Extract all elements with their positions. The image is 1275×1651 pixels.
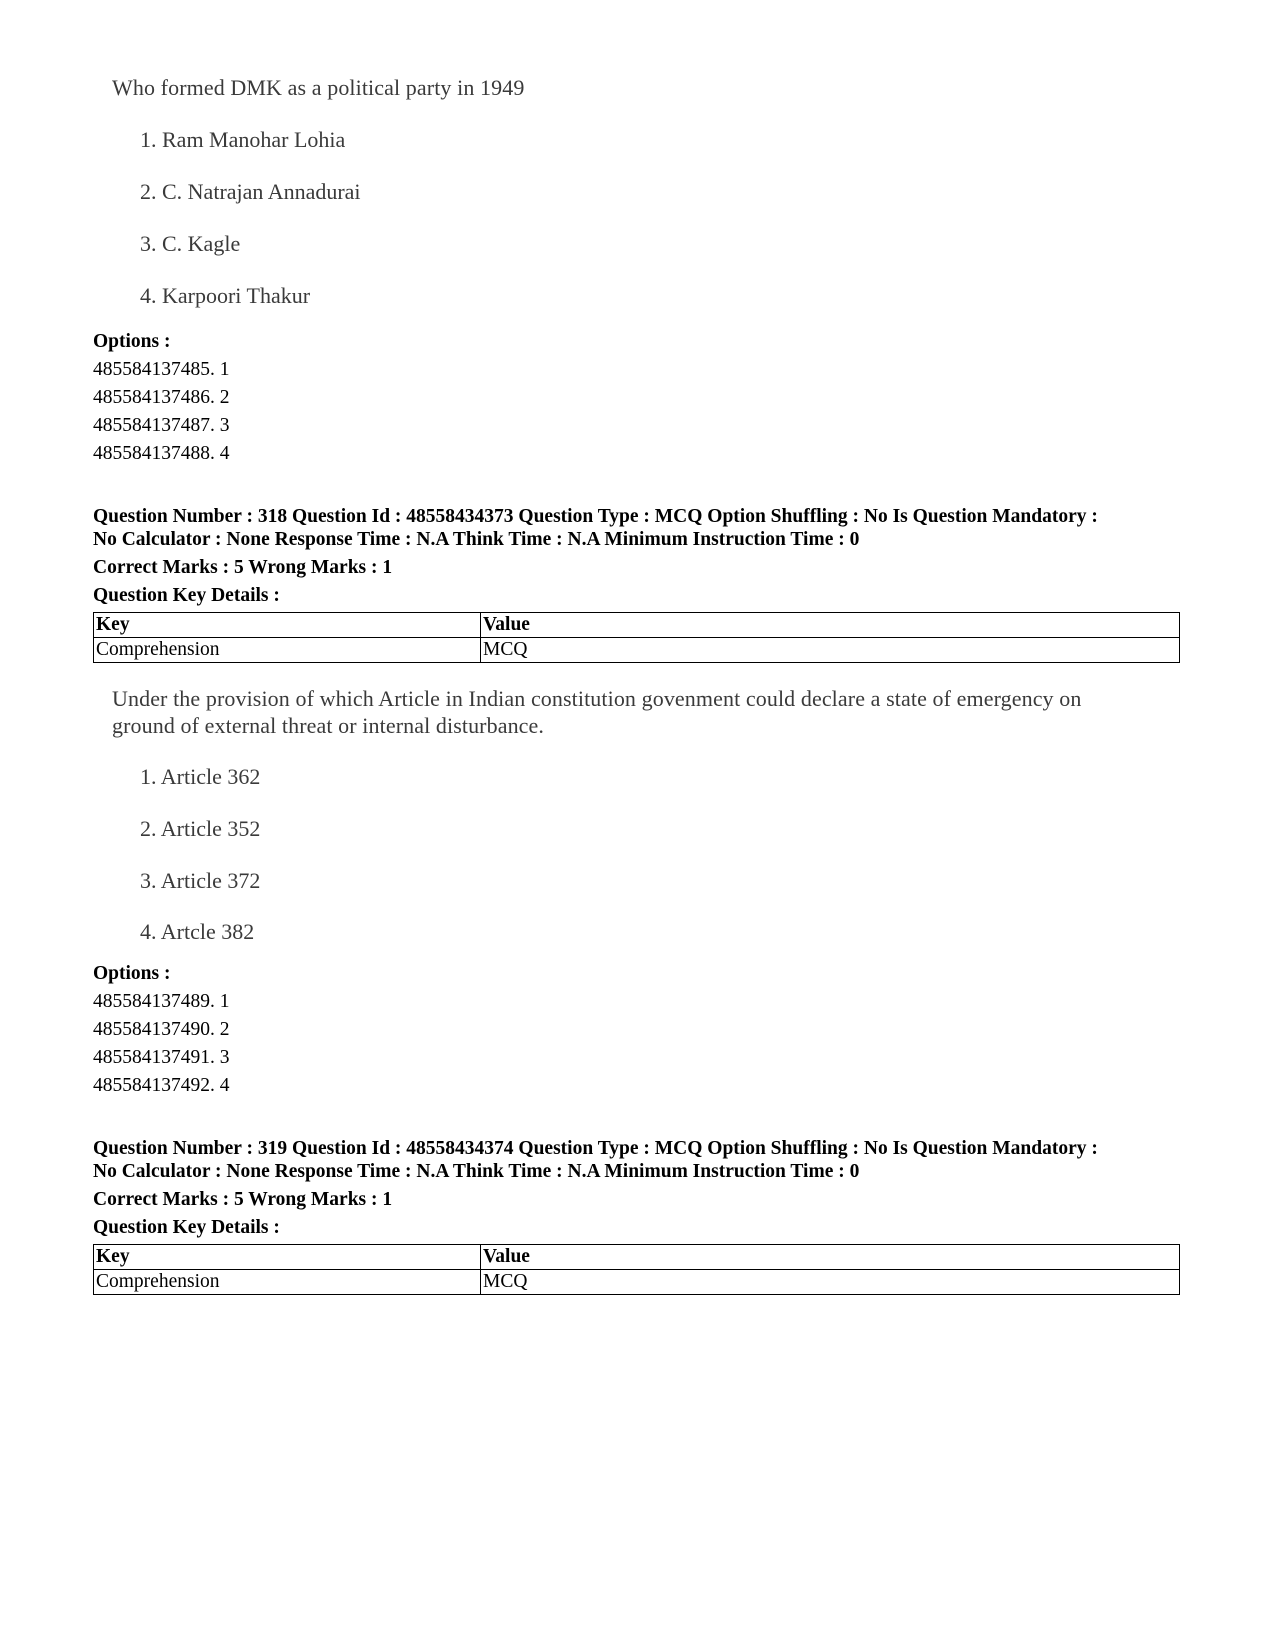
value-cell: MCQ [481,638,1180,663]
question-text-line2: ground of external threat or internal disturbance. [112,713,545,738]
option-item: 485584137489. 1 [93,991,230,1012]
option-item: 485584137486. 2 [93,387,230,408]
question-choice: 3. Article 372 [140,868,261,893]
question-choice: 4. Artcle 382 [140,919,255,944]
marks-line: Correct Marks : 5 Wrong Marks : 1 [93,557,393,578]
question-choice: 1. Ram Manohar Lohia [140,127,346,152]
option-item: 485584137487. 3 [93,415,230,436]
marks-line: Correct Marks : 5 Wrong Marks : 1 [93,1189,393,1210]
value-header: Value [481,1245,1180,1270]
question-choice: 2. C. Natrajan Annadurai [140,179,361,204]
options-label: Options : [93,963,171,984]
option-item: 485584137490. 2 [93,1019,230,1040]
question-text: Under the provision of which Article in Indian constitution govenment could declare a state of emergency on [112,686,1082,711]
value-cell: MCQ [481,1270,1180,1295]
value-header: Value [481,613,1180,638]
key-header: Key [94,613,481,638]
question-header: No Calculator : None Response Time : N.A Think Time : N.A Minimum Instruction Time : 0 [93,529,860,550]
key-cell: Comprehension [94,638,481,663]
key-header: Key [94,1245,481,1270]
option-item: 485584137485. 1 [93,359,230,380]
option-item: 485584137492. 4 [93,1075,230,1096]
key-table [93,612,1180,663]
question-header: Question Number : 319 Question Id : 48558434374 Question Type : MCQ Option Shuffling : No Is Question Mandatory : [93,1138,1098,1159]
key-table [93,1244,1180,1295]
question-text: Who formed DMK as a political party in 1949 [112,75,525,100]
question-header: No Calculator : None Response Time : N.A Think Time : N.A Minimum Instruction Time : 0 [93,1161,860,1182]
key-details-label: Question Key Details : [93,585,280,606]
option-item: 485584137491. 3 [93,1047,230,1068]
question-choice: 4. Karpoori Thakur [140,283,311,308]
option-item: 485584137488. 4 [93,443,230,464]
question-choice: 1. Article 362 [140,764,261,789]
question-header: Question Number : 318 Question Id : 48558434373 Question Type : MCQ Option Shuffling : No Is Question Mandatory : [93,506,1098,527]
question-choice: 3. C. Kagle [140,231,241,256]
question-choice: 2. Article 352 [140,816,261,841]
key-cell: Comprehension [94,1270,481,1295]
options-label: Options : [93,331,171,352]
key-details-label: Question Key Details : [93,1217,280,1238]
